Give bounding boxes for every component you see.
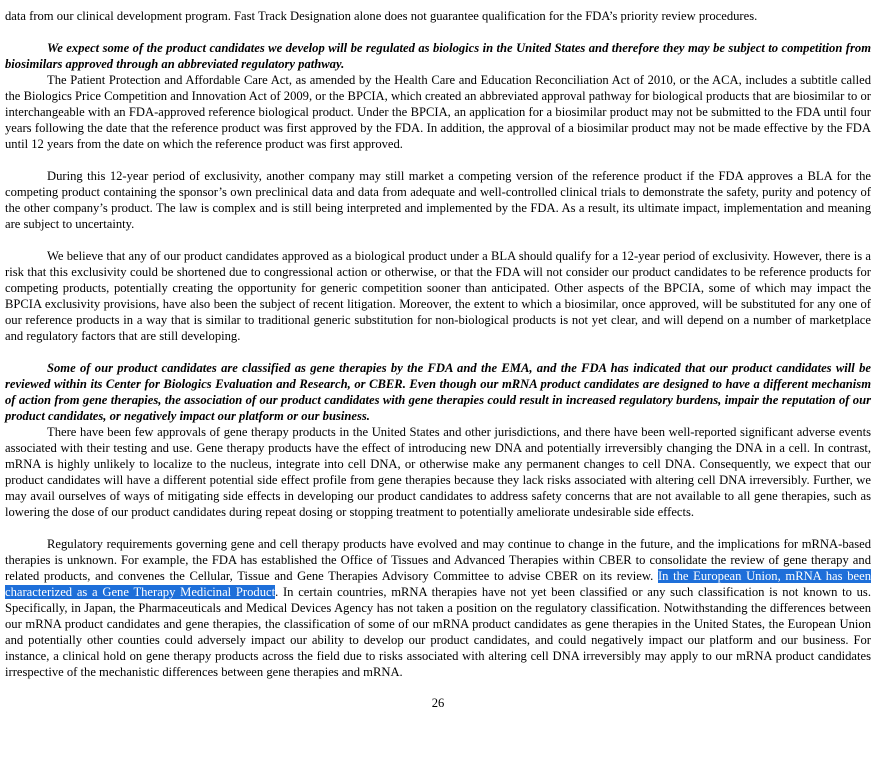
paragraph-text-before-selection: Regulatory requirements governing gene and cell therapy products have evolved and may continue to change in the future, and the implications for mRNA-based therapies is unknown. For example, the FDA has established the Office of Tissues and Advanced Therapies within CBER to consolidate the review of gene therapy and related products, and convenes the Cellular, Tissue and Gene Therapies Advisory Committee to advise CBER on its review. [5,537,871,583]
paragraph-text-after-selection: . In certain countries, mRNA therapies have not yet been classified or any such classification is not known to us. Specifically, in Japan, the Pharmaceuticals and Medical Devices Agency has not taken a position on the regulatory classification. Notwithstanding the differences between our mRNA product candidates and gene therapies, the classification of some of our mRNA product candidates as gene therapies in the United States, the European Union and potentially other counties could adversely impact our ability to develop our product candidates, and could negatively impact our platform and our business. For instance, a clinical hold on gene therapy products across the field due to risks associated with altering cell DNA irreversibly may apply to our mRNA product candidates irrespective of the mechanistic differences between gene therapies and mRNA. [5,585,871,679]
section-heading-biosimilars: We expect some of the product candidates we develop will be regulated as biologics in the United States and therefore they may be subject to competition from biosimilars approved through an abbreviated regulatory pathway. [5,41,871,71]
paragraph-gene-therapy-approvals: There have been few approvals of gene therapy products in the United States and other jurisdictions, and there have been well-reported significant adverse events associated with their testing and use. Gene therapy products have the effect of introducing new DNA and potentially irreversibly changing the DNA in a cell. In contrast, mRNA is highly unlikely to localize to the nucleus, integrate into cell DNA, or otherwise make any permanent changes to cell DNA. Consequently, we expect that our product candidates will have a different potential side effect profile from gene therapies because they lack risks associated with altering cell DNA irreversibly. Further, we may avail ourselves of ways of mitigating side effects in developing our product candidates to address safety concerns that are not available to all gene therapies, such as lowering the dose of our product candidates during repeat dosing or stopping treatment to potentially ameliorate undesirable side effects. [5,425,871,519]
top-line: data from our clinical development program. Fast Track Designation alone does not guarantee qualification for the FDA’s priority review procedures. [5,9,758,23]
spacer [5,24,871,40]
paragraph-aca-bpcia: The Patient Protection and Affordable Care Act, as amended by the Health Care and Education Reconciliation Act of 2010, or the ACA, includes a subtitle called the Biologics Price Competition and Innovation Act of 2009, or the BPCIA, which created an abbreviated approval pathway for biological products that are biosimilar to or interchangeable with an FDA-approved reference biological product. Under the BPCIA, an application for a biosimilar product may not be submitted to the FDA until four years following the date that the reference product was first approved by the FDA. In addition, the approval of a biosimilar product may not be made effective by the FDA until 12 years from the date on which the reference product was first approved. [5,73,871,151]
paragraph-regulatory-requirements[interactable] [5,536,871,680]
section-heading-gene-therapies: Some of our product candidates are classified as gene therapies by the FDA and the EMA, and the FDA has indicated that our product candidates will be reviewed within its Center for Biologics Evaluation and Research, or CBER. Even though our mRNA product candidates are designed to have a different mechanism of action from gene therapies, the association of our product candidates with gene therapies could result in increased regulatory burdens, impair the reputation of our product candidates, or negatively impact our platform or our business. [5,361,871,423]
spacer [5,344,871,360]
spacer [5,232,871,248]
spacer [5,520,871,536]
paragraph-exclusivity-period: During this 12-year period of exclusivity, another company may still market a competing version of the reference product if the FDA approves a BLA for the competing product containing the sponsor’s own preclinical data and data from adequate and well-controlled clinical trials to demonstrate the safety, purity and potency of the other company’s product. The law is complex and is still being interpreted and implemented by the FDA. As a result, its ultimate impact, implementation and meaning are subject to uncertainty. [5,169,871,231]
paragraph-bla-exclusivity: We believe that any of our product candidates approved as a biological product under a BLA should qualify for a 12-year period of exclusivity. However, there is a risk that this exclusivity could be shortened due to congressional action or otherwise, or that the FDA will not consider our product candidates to be reference products for competing products, potentially creating the opportunity for generic competition sooner than anticipated. Other aspects of the BPCIA, some of which may impact the BPCIA exclusivity provisions, have also been the subject of recent litigation. Moreover, the extent to which a biosimilar, once approved, will be substituted for any one of our reference products in a way that is similar to traditional generic substitution for non-biological products is not yet clear, and will depend on a number of marketplace and regulatory factors that are still developing. [5,249,871,343]
spacer [5,152,871,168]
page-number: 26 [431,696,445,710]
selected-text-highlight[interactable]: In the European Union, mRNA has been characterized as a Gene Therapy Medicinal Product [5,569,871,599]
